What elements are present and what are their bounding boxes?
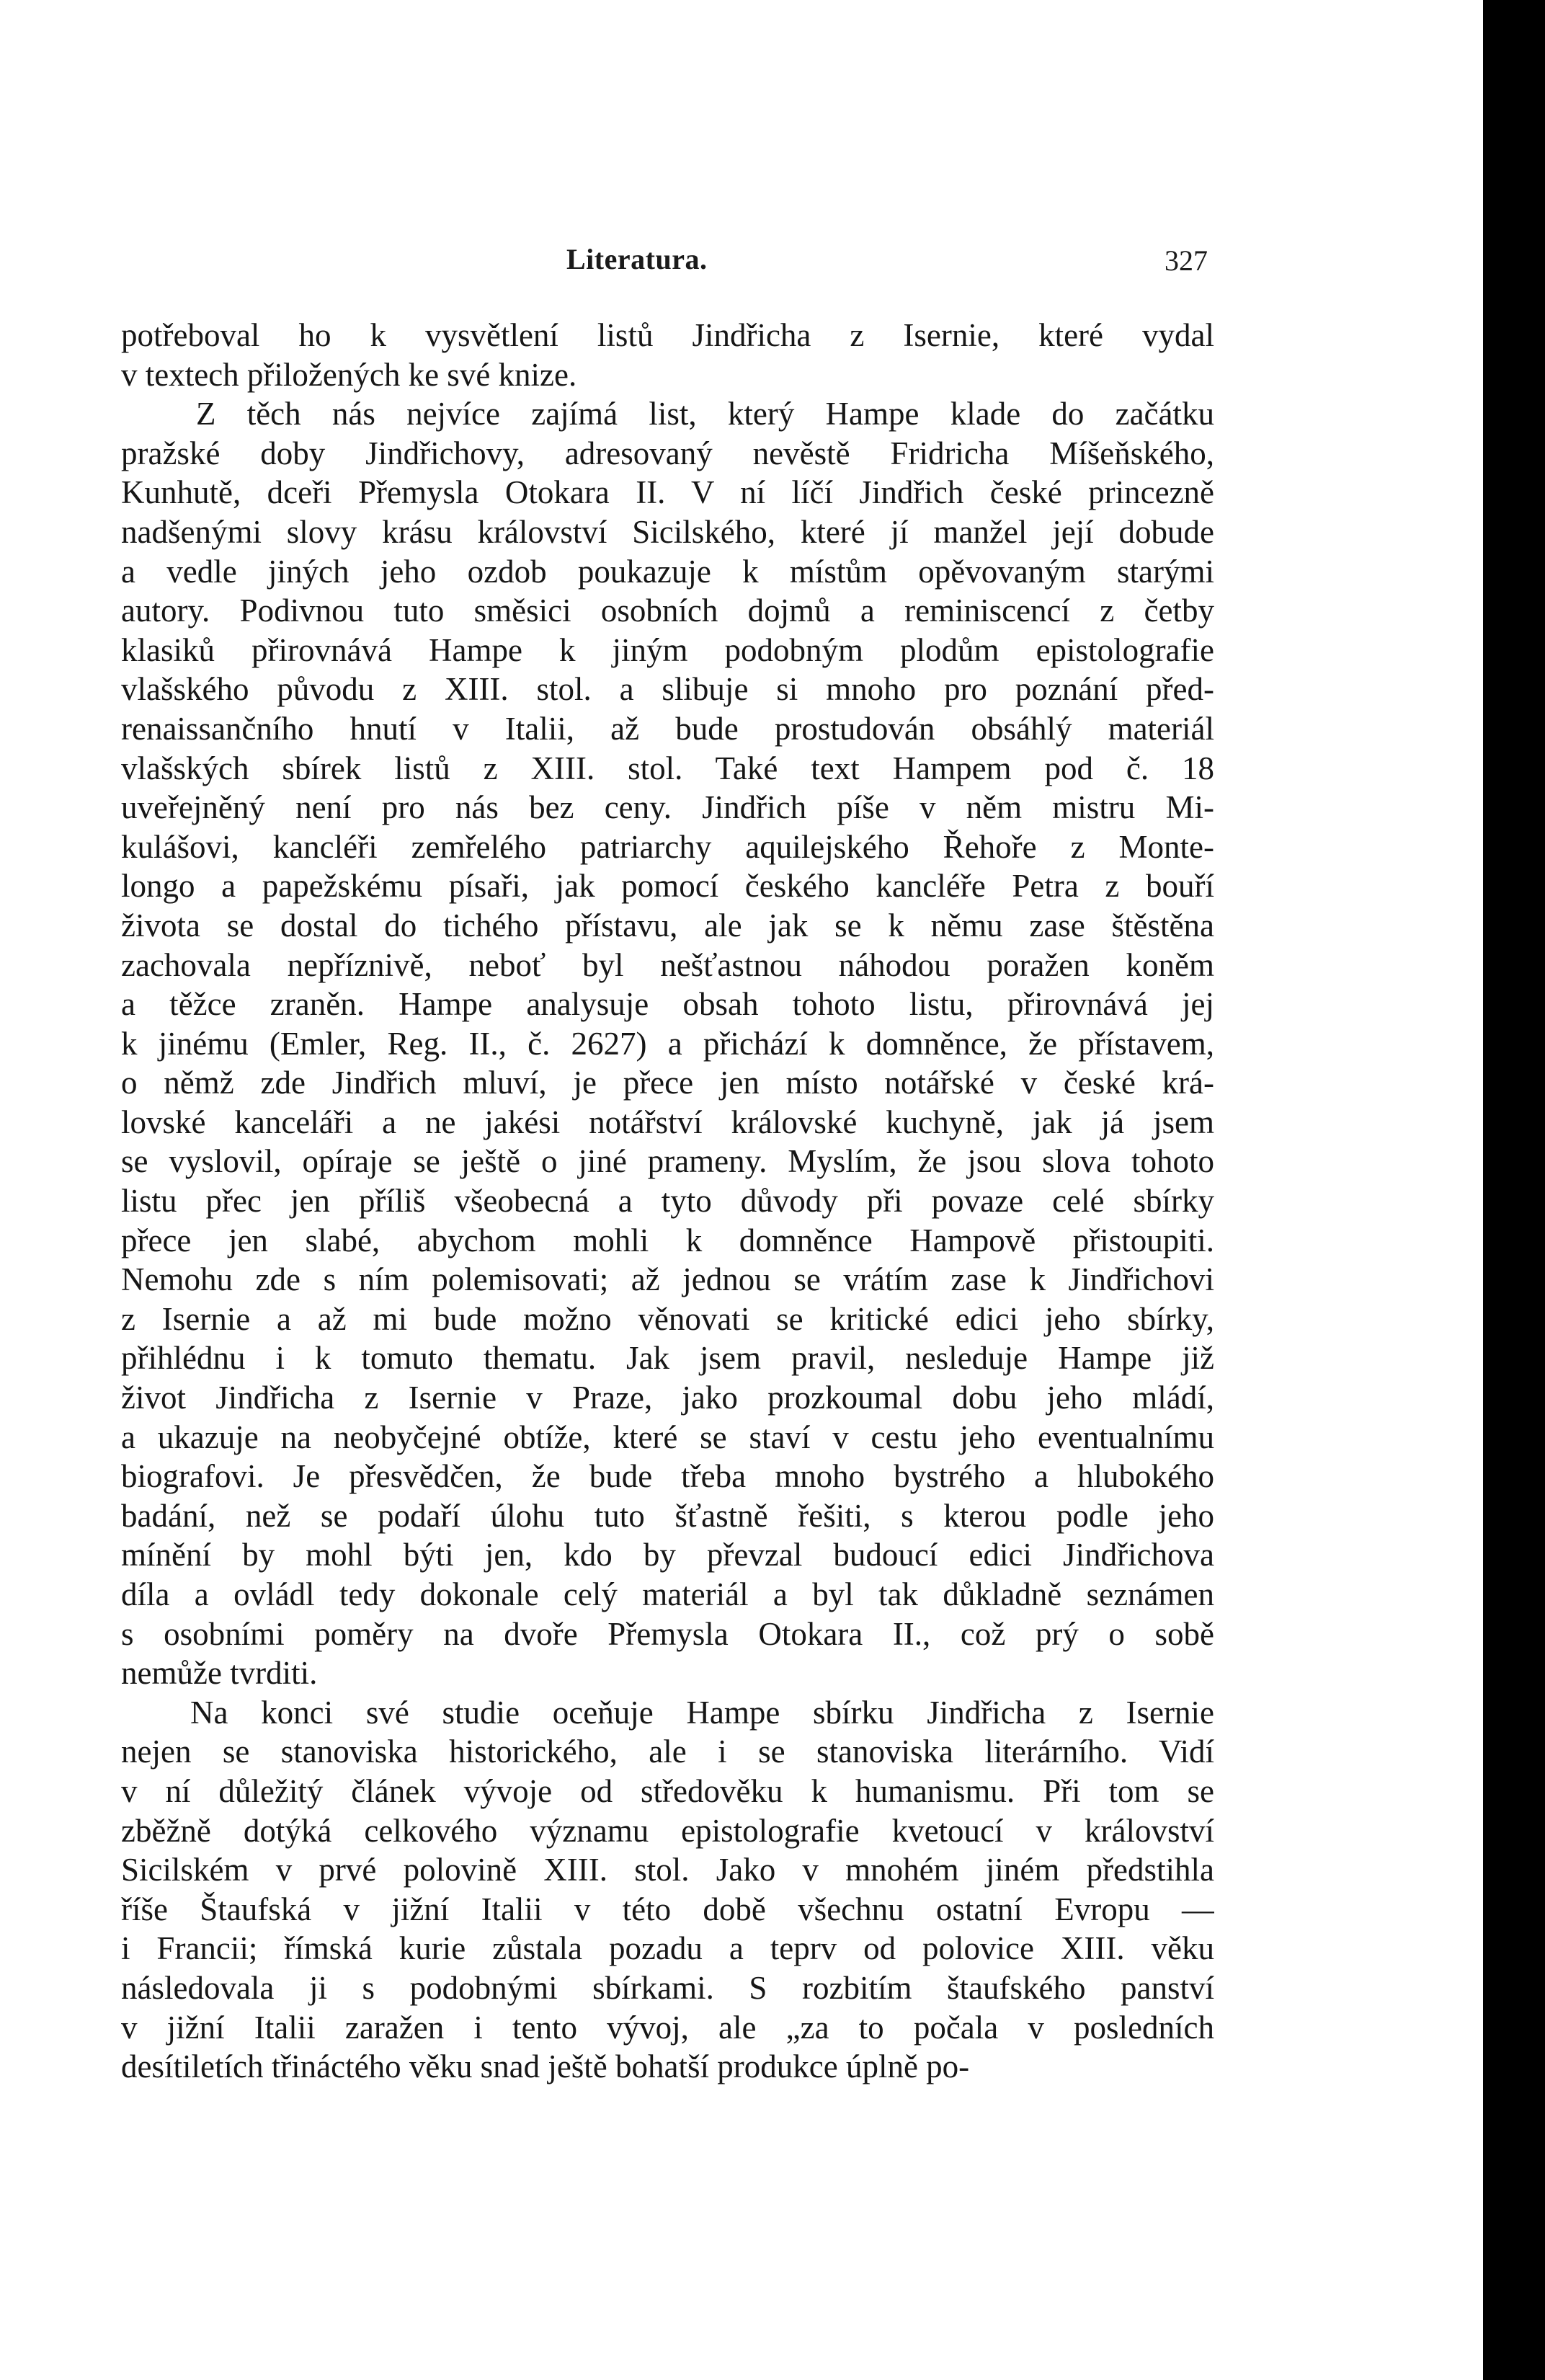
text-line: Sicilském v prvé polovině XIII. stol. Jako v mnohém jiném předstihla (121, 1852, 1214, 1888)
paragraph-continuation (121, 316, 1214, 394)
text-line: v textech přiložených ke své knize. (121, 356, 577, 393)
text-line: Kunhutě, dceři Přemysla Otokara II. V ní líčí Jindřich české princezně (121, 474, 1214, 511)
running-title: Literatura. (566, 243, 708, 275)
text-line: v jižní Italii zaražen i tento vývoj, ale „za to počala v posledních (121, 2009, 1214, 2046)
text-line: z Isernie a až mi bude možno věnovati se kritické edici jeho sbírky, (121, 1300, 1214, 1337)
text-line: a těžce zraněn. Hampe analysuje obsah tohoto listu, přirovnává jej (121, 986, 1214, 1023)
text-line: díla a ovládl tedy dokonale celý materiál a byl tak důkladně seznámen (121, 1576, 1214, 1612)
text-line: longo a papežskému písaři, jak pomocí českého kancléře Petra z bouří (121, 868, 1214, 905)
page-number: 327 (1165, 244, 1208, 277)
text-line: nadšenými slovy krásu království Sicilského, které jí manžel její dobude (121, 513, 1214, 550)
text-line: o němž zde Jindřich mluví, je přece jen místo notářské v české krá- (121, 1065, 1214, 1101)
text-line: Z těch nás nejvíce zajímá list, který Hampe klade do začátku (196, 396, 1214, 432)
text-line: mínění by mohl býti jen, kdo by převzal budoucí edici Jindřichova (121, 1537, 1214, 1573)
text-line: lovské kanceláři a ne jakési notářství královské kuchyně, jak já jsem (121, 1104, 1214, 1140)
text-line: potřeboval ho k vysvětlení listů Jindřicha z Isernie, které vydal (121, 317, 1214, 353)
text-line: se vyslovil, opíraje se ještě o jiné prameny. Myslím, že jsou slova tohoto (121, 1143, 1214, 1180)
text-line: říše Štaufská v jižní Italii v této době všechnu ostatní Evropu — (121, 1891, 1214, 1927)
text-line: a vedle jiných jeho ozdob poukazuje k místům opěvovaným starými (121, 553, 1214, 590)
text-line: život Jindřicha z Isernie v Praze, jako prozkoumal dobu jeho mládí, (121, 1380, 1214, 1416)
text-line: kulášovi, kancléři zemřelého patriarchy aquilejského Řehoře z Monte- (121, 828, 1214, 865)
text-line: desítiletích třináctého věku snad ještě bohatší produkce úplně po- (121, 2048, 970, 2085)
page-header (0, 242, 1483, 285)
text-line: a ukazuje na neobyčejné obtíže, které se staví v cestu jeho eventualnímu (121, 1418, 1214, 1455)
paragraph-conclusion (121, 1693, 1214, 2087)
text-line: zachovala nepříznivě, neboť byl nešťastnou náhodou poražen koněm (121, 946, 1214, 983)
text-line: v ní důležitý článek vývoje od středověku k humanismu. Při tom se (121, 1772, 1214, 1809)
text-line: přihlédnu i k tomuto thematu. Jak jsem pravil, nesleduje Hampe již (121, 1340, 1214, 1377)
text-line: klasiků přirovnává Hampe k jiným podobným plodům epistolografie (121, 631, 1214, 668)
text-line: následovala ji s podobnými sbírkami. S rozbitím štaufského panství (121, 1969, 1214, 2006)
text-line: biografovi. Je přesvědčen, že bude třeba mnoho bystrého a hlubokého (121, 1458, 1214, 1495)
text-line: badání, než se podaří úlohu tuto šťastně řešiti, s kterou podle jeho (121, 1497, 1214, 1534)
paragraph-hampe-letter (121, 394, 1214, 1693)
text-line: přece jen slabé, abychom mohli k domněnce Hampově přistoupiti. (121, 1222, 1214, 1258)
text-line: autory. Podivnou tuto směsici osobních dojmů a reminiscencí z četby (121, 592, 1214, 629)
text-line: Na konci své studie oceňuje Hampe sbírku Jindřicha z Isernie (190, 1694, 1214, 1731)
text-line: nejen se stanoviska historického, ale i se stanoviska literárního. Vidí (121, 1733, 1214, 1770)
text-line: pražské doby Jindřichovy, adresovaný nevěstě Fridricha Míšeňského, (121, 435, 1214, 471)
text-line: vlašských sbírek listů z XIII. stol. Také text Hampem pod č. 18 (121, 750, 1214, 786)
text-line: listu přec jen příliš všeobecná a tyto důvody při povaze celé sbírky (121, 1183, 1214, 1220)
body-text (121, 316, 1214, 2087)
text-line: Nemohu zde s ním polemisovati; až jednou se vrátím zase k Jindřichovi (121, 1261, 1214, 1298)
text-line: nemůže tvrditi. (121, 1655, 318, 1692)
text-line: zběžně dotýká celkového významu epistolografie kvetoucí v království (121, 1812, 1214, 1849)
text-line: života se dostal do tichého přístavu, ale jak se k němu zase štěstěna (121, 907, 1214, 943)
text-line: vlašského původu z XIII. stol. a slibuje si mnoho pro poznání před- (121, 671, 1214, 708)
text-line: renaissančního hnutí v Italii, až bude prostudován obsáhlý materiál (121, 710, 1214, 747)
text-line: s osobními poměry na dvoře Přemysla Otokara II., což prý o sobě (121, 1615, 1214, 1652)
text-line: i Francii; římská kurie zůstala pozadu a teprv od polovice XIII. věku (121, 1930, 1214, 1967)
text-line: uveřejněný není pro nás bez ceny. Jindřich píše v něm mistru Mi- (121, 789, 1214, 826)
text-line: k jinému (Emler, Reg. II., č. 2627) a přichází k domněnce, že přístavem, (121, 1025, 1214, 1062)
